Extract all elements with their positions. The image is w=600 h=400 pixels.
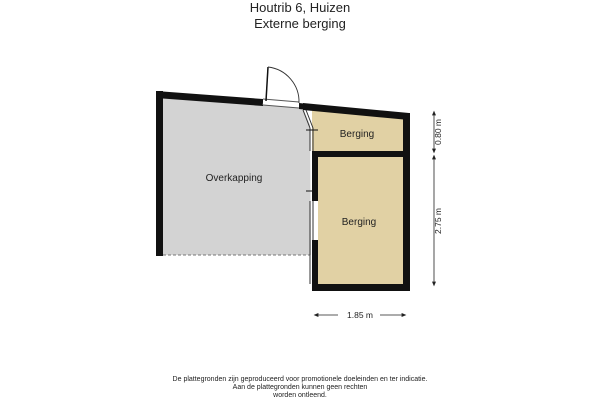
dimension-width xyxy=(316,310,404,320)
berging-middle-wall xyxy=(312,151,410,157)
dimension-label-width: 1.85 m xyxy=(347,310,373,320)
room-label-berging-large: Berging xyxy=(341,217,377,228)
dimension-label-large-height: 2.75 m xyxy=(433,208,443,234)
plan-address-title: Houtrib 6, Huizen xyxy=(249,0,351,15)
disclaimer-line-2: Aan de plattegronden kunnen geen rechten xyxy=(232,384,368,391)
dimension-large-height xyxy=(433,157,443,284)
berging-large-left-wall xyxy=(312,151,318,201)
disclaimer-line-3: worden ontleend. xyxy=(273,392,327,399)
room-label-overkapping: Overkapping xyxy=(205,173,263,184)
dimension-small-height xyxy=(433,113,443,151)
room-label-berging-small: Berging xyxy=(339,129,375,140)
berging-large-right-wall xyxy=(403,155,410,291)
disclaimer-line-1: De plattegronden zijn geproduceerd voor promotionele doeleinden en ter indicatie. xyxy=(172,376,428,383)
berging-large-left-wall-lower xyxy=(312,240,318,291)
plan-subtitle: Externe berging xyxy=(254,16,346,31)
door-swing-icon xyxy=(263,67,299,108)
dimension-label-small-height: 0.80 m xyxy=(433,119,443,145)
berging-large-bottom-wall xyxy=(312,284,410,291)
overkapping-left-wall xyxy=(156,91,163,256)
